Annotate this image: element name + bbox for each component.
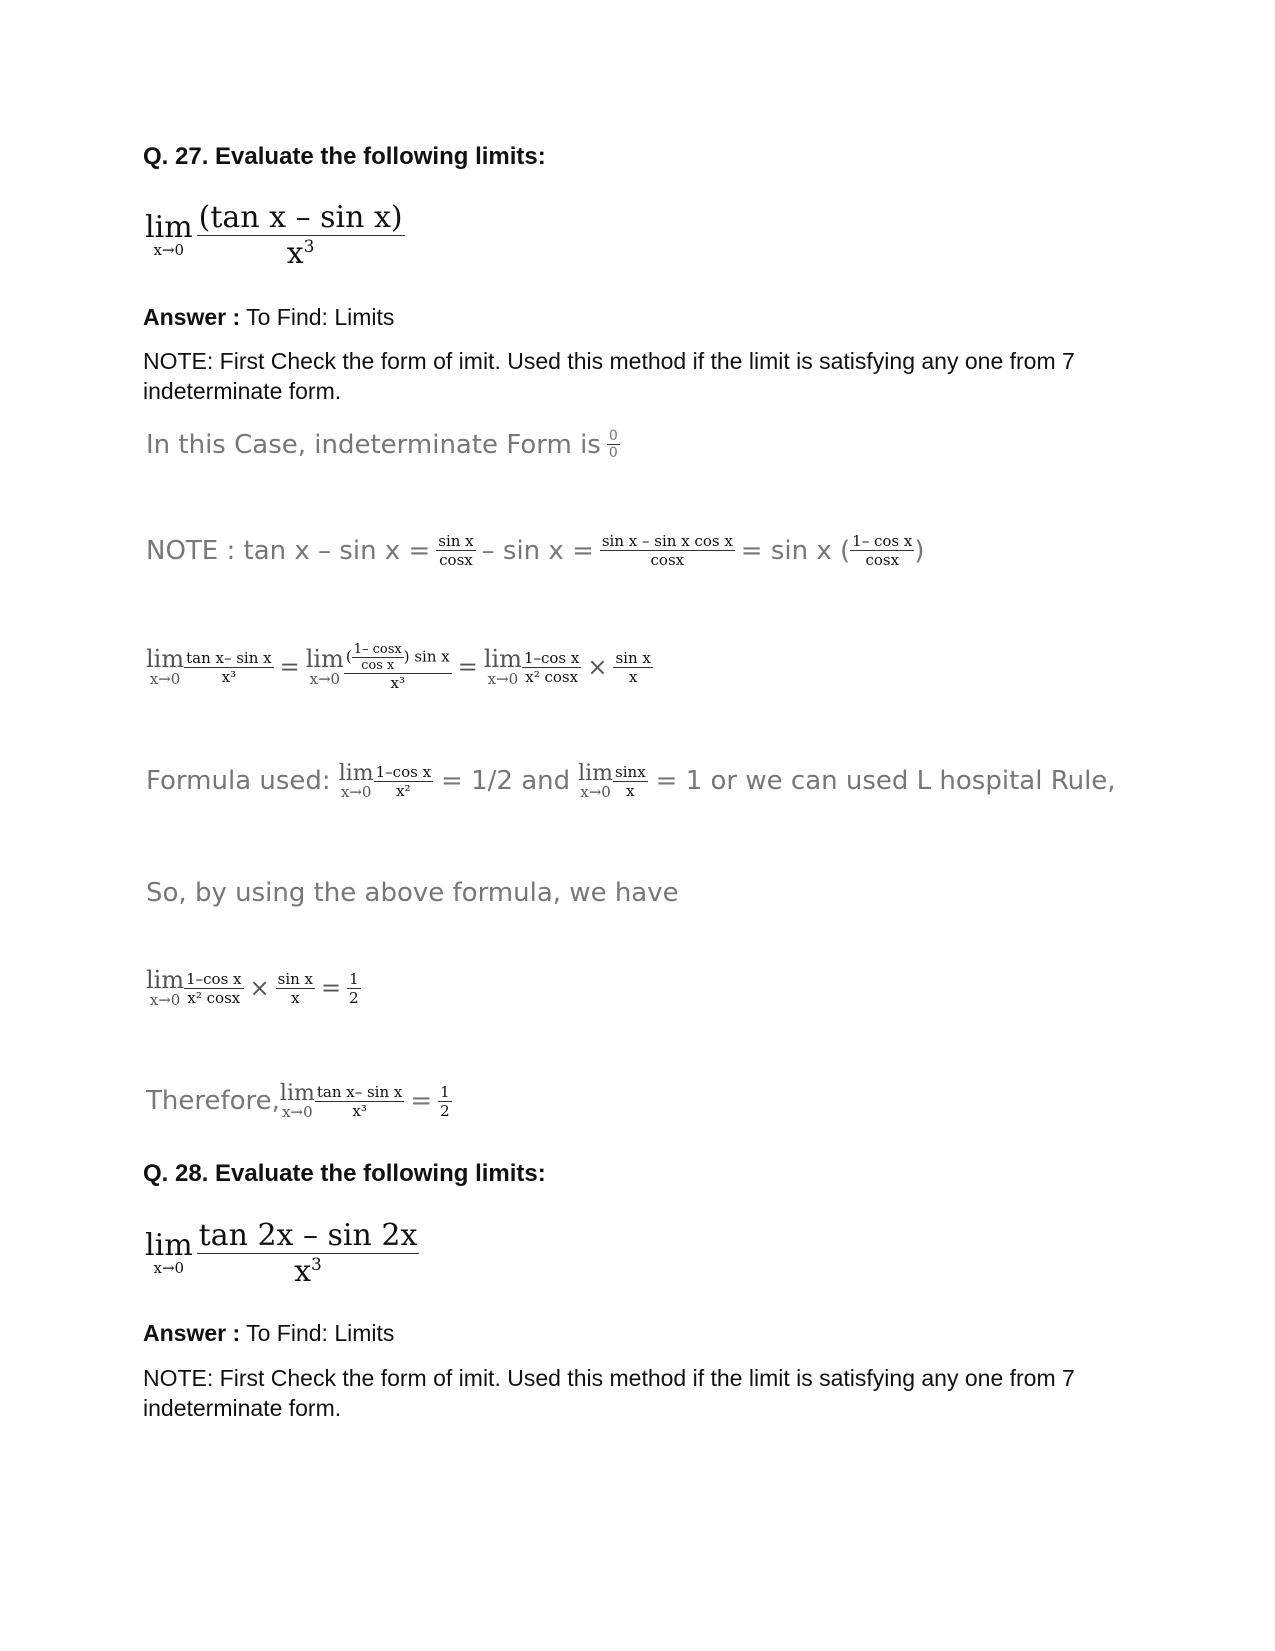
- therefore-fraction: $\frac{\text{tan x– sin x}}{\text{x³}}$: [316, 1082, 403, 1120]
- limit-operator: lim x→0: [145, 209, 193, 260]
- limit-operator: lim x→0: [145, 1227, 193, 1278]
- q28-answer: Answer : To Find: Limits: [143, 1320, 395, 1346]
- case-fraction: $\frac{0}{0}$: [608, 428, 618, 461]
- q27-title: Q. 27. Evaluate the following limits:: [143, 143, 546, 170]
- step2-fraction-d: $\frac{\text{sin x}}{x}$: [277, 969, 314, 1007]
- formula-fraction-2: $\frac{\sin x}{x}$: [615, 762, 646, 800]
- identity-fraction-1: $\frac{\text{sin x}}{\cos x}$: [438, 532, 474, 569]
- q27-note: NOTE: First Check the form of imit. Used this method if the limit is satisfying any one from 7 indeterminate form.: [143, 348, 1075, 404]
- identity-line: NOTE : tan x – sin x = $\frac{\text{sin x}}{\cos x}$ – sin x = $\frac{\text{sin x – sin x cos x}}{\cos x}$ = sin x ( $\frac{\text{1– cos x}}{\cos x}$ ): [146, 532, 925, 569]
- step2-result: $\frac{1}{2}$: [349, 969, 359, 1007]
- limit-operator: lim x→0: [279, 1081, 315, 1122]
- step1-fraction-d: $\frac{\text{sin x}}{x}$: [615, 648, 651, 686]
- therefore-result: $\frac{1}{2}$: [440, 1082, 450, 1120]
- problem-denominator: $x^3$: [286, 236, 315, 271]
- step2-line: lim x→0 $\frac{\text{1–cos x}}{\text{x² cosx}}$ × $\frac{\text{sin x}}{x}$ = $\frac{1}{2}$: [146, 966, 359, 1010]
- so-text: So, by using the above formula, we have: [146, 878, 679, 908]
- therefore-line: Therefore, lim x→0 $\frac{\text{tan x– sin x}}{\text{x³}}$ = $\frac{1}{2}$: [146, 1081, 450, 1122]
- step1-fraction-b: ( $\frac{1- \cos x}{\text{cos x}}$ ) sin x x³: [345, 642, 450, 692]
- limit-operator: lim x→0: [305, 644, 344, 688]
- q28-note: NOTE: First Check the form of imit. Used this method if the limit is satisfying any one from 7 indeterminate form.: [143, 1365, 1075, 1421]
- step1-fraction-c: $\frac{\text{1–cos x}}{\text{x² cosx}}$: [523, 648, 580, 686]
- formula-fraction-1: $\frac{\text{1–cos x}}{\text{x²}}$: [375, 762, 432, 800]
- step2-fraction-c: $\frac{\text{1–cos x}}{\text{x² cosx}}$: [186, 969, 242, 1007]
- q28-title: Q. 28. Evaluate the following limits:: [143, 1160, 546, 1187]
- problem-denominator: $x^3$: [294, 1254, 322, 1289]
- q27-answer: Answer : To Find: Limits: [143, 304, 395, 330]
- step1-line: lim x→0 $\frac{\text{tan x– sin x}}{\text{x³}}$ = lim x→0 ( $\frac{1- \cos x}{\text{cos x}}$ ) sin x x³ = lim x→0 $\frac{\text{1–cos x}}{\text{x² cosx}}$ × $\frac{\text{sin x}}{x}$: [146, 642, 651, 692]
- formula-line: Formula used: lim x→0 $\frac{\text{1–cos x}}{\text{x²}}$ = 1/2 and lim x→0 $\frac{\sin x}{x}$ = 1 or we can used L hospital Rule,: [146, 761, 1116, 802]
- limit-operator: lim x→0: [483, 644, 522, 688]
- identity-fraction-2: $\frac{\text{sin x – sin x cos x}}{\cos x}$: [601, 532, 733, 569]
- limit-operator: lim x→0: [146, 966, 185, 1010]
- q27-problem: [145, 200, 405, 271]
- identity-fraction-3: $\frac{\text{1– cos x}}{\cos x}$: [852, 532, 913, 569]
- problem-fraction: $\frac{\text{(tan x – sin x)}}{x^3}$: [198, 200, 403, 271]
- limit-operator: lim x→0: [146, 644, 185, 688]
- q28-problem: [145, 1218, 419, 1289]
- problem-fraction: $\frac{\tan 2x - \sin 2x}{x^3}$: [198, 1218, 418, 1289]
- step1-fraction-a: $\frac{\text{tan x– sin x}}{\text{x³}}$: [186, 648, 272, 686]
- limit-operator: lim x→0: [338, 761, 374, 802]
- limit-operator: lim x→0: [578, 761, 614, 802]
- case-line: In this Case, indeterminate Form is $\frac{0}{0}$: [146, 428, 618, 461]
